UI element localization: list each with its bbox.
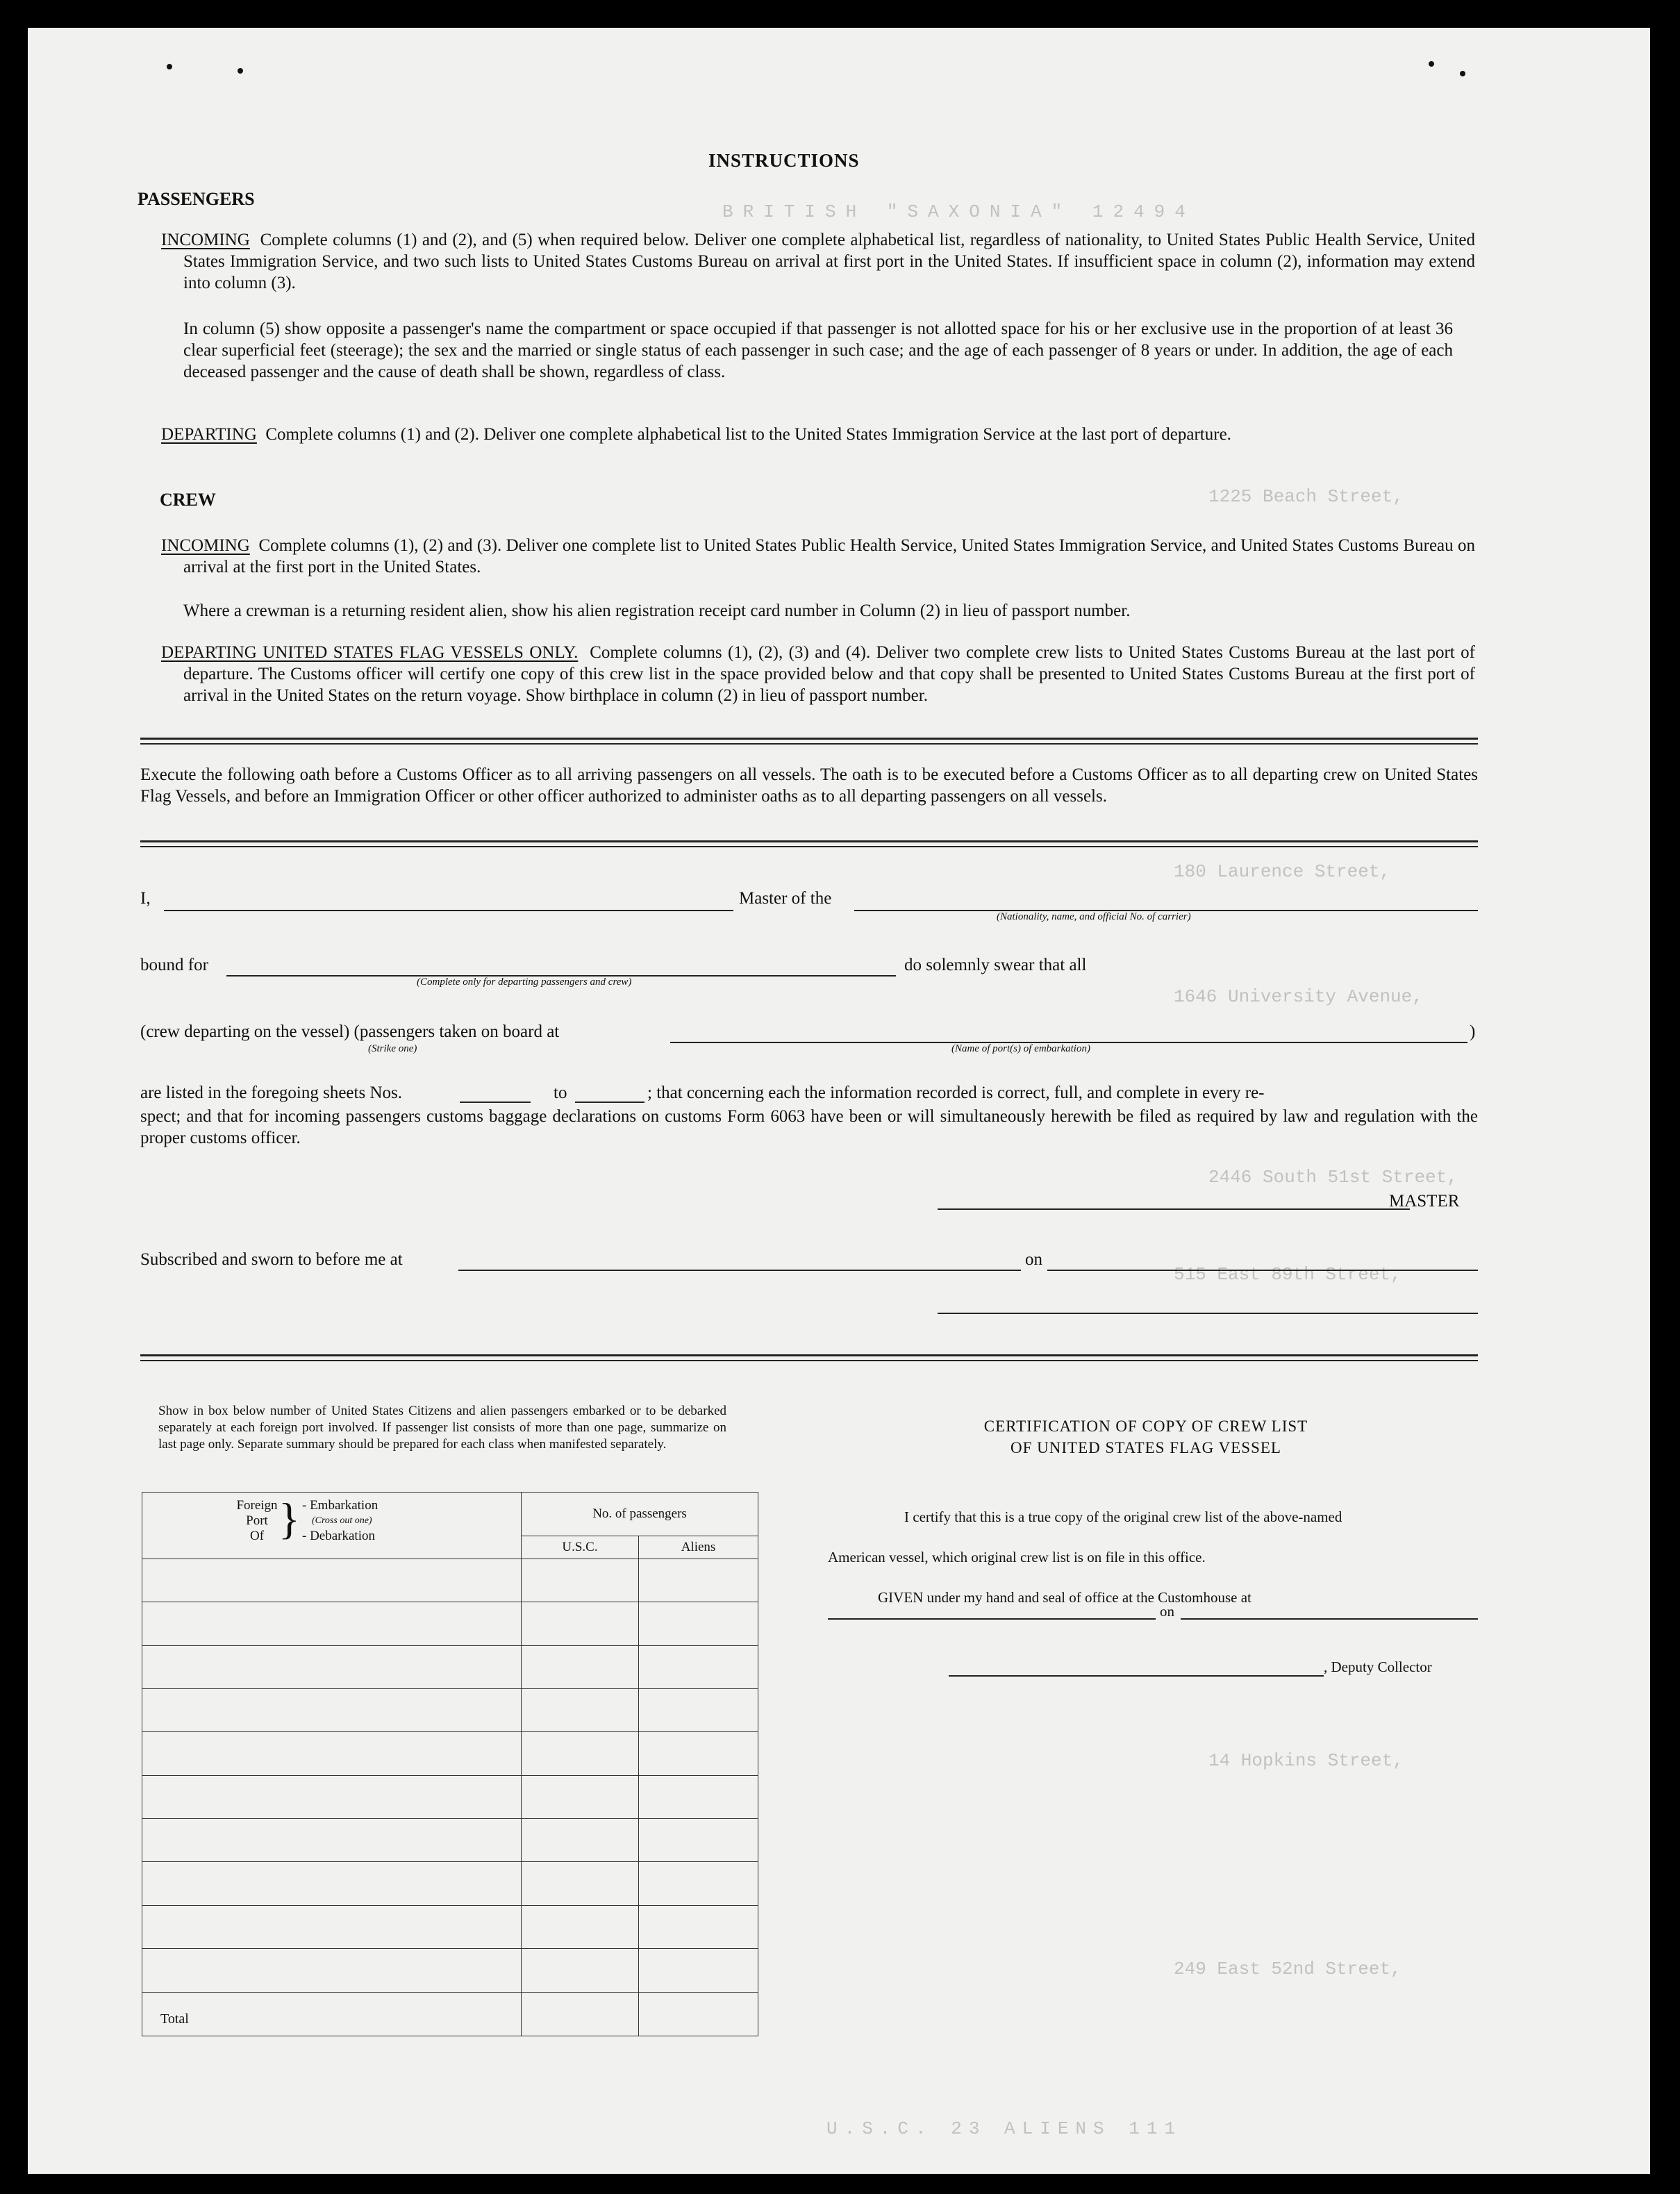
aliens-total-cell[interactable] bbox=[639, 1992, 758, 2036]
port-cell[interactable] bbox=[142, 1862, 522, 1905]
usc-cell[interactable] bbox=[522, 1775, 639, 1818]
double-rule bbox=[140, 846, 1478, 847]
embarkation-label: - Embarkation bbox=[302, 1498, 379, 1513]
aliens-cell[interactable] bbox=[639, 1602, 758, 1645]
incoming-lead: INCOMING bbox=[161, 231, 250, 249]
incoming-text: Complete columns (1) and (2), and (5) when required below. Deliver one complete alphabetical list, regardless of nationality, to United States Public Health Service, United States Immigration Service, and two such lists to United States Customs Bureau on arrival at first port in the United States. If insufficient space in column (2), information may extend into column (3). bbox=[183, 231, 1476, 292]
certify-line1: I certify that this is a true copy of the original crew list of the above-named bbox=[904, 1509, 1342, 1525]
listed-continuation: ; that concerning each the information recorded is correct, full, and complete in every re- bbox=[647, 1083, 1265, 1102]
sworn-date-field[interactable] bbox=[1047, 1270, 1478, 1271]
bleed-through-text: 249 East 52nd Street, bbox=[1174, 1959, 1402, 1979]
bleed-through-text: 2446 South 51st Street, bbox=[1208, 1167, 1458, 1188]
port-header-cell bbox=[142, 1493, 522, 1559]
departing-text: Complete columns (1) and (2). Deliver one complete alphabetical list to the United States Immigration Service at the last port of departure. bbox=[265, 425, 1231, 444]
section-heading-passengers: PASSENGERS bbox=[138, 189, 255, 209]
aliens-header: Aliens bbox=[639, 1536, 758, 1559]
usc-cell[interactable] bbox=[522, 1602, 639, 1645]
deputy-collector-label: , Deputy Collector bbox=[1324, 1659, 1432, 1675]
usc-total-cell[interactable] bbox=[522, 1992, 639, 2036]
master-label: MASTER bbox=[1389, 1192, 1460, 1211]
brace-icon: } bbox=[278, 1494, 300, 1543]
sheet-to-field[interactable] bbox=[575, 1102, 644, 1103]
page-title: INSTRUCTIONS bbox=[708, 150, 860, 171]
aliens-cell[interactable] bbox=[639, 1775, 758, 1818]
usc-header: U.S.C. bbox=[522, 1536, 639, 1559]
bleed-through-text: BRITISH "SAXONIA" 12494 bbox=[722, 201, 1195, 222]
bleed-through-text: 1646 University Avenue, bbox=[1174, 986, 1423, 1007]
usc-cell[interactable] bbox=[522, 1732, 639, 1775]
listed-paragraph: spect; and that for incoming passengers customs baggage declarations on customs Form 6063 have been or will simultaneously herewith be filed as required by law and regulation with the proper customs officer. bbox=[140, 1107, 1478, 1147]
aliens-cell[interactable] bbox=[639, 1689, 758, 1732]
bleed-through-text: U.S.C. 23 ALIENS 111 bbox=[826, 2118, 1183, 2139]
aliens-cell[interactable] bbox=[639, 1645, 758, 1688]
double-rule bbox=[140, 1354, 1478, 1356]
aliens-cell[interactable] bbox=[639, 1559, 758, 1602]
crew-departing-label: (crew departing on the vessel) (passengers taken on board at bbox=[140, 1022, 560, 1041]
double-rule bbox=[140, 1360, 1478, 1361]
usc-cell[interactable] bbox=[522, 1645, 639, 1688]
speck bbox=[1429, 61, 1434, 67]
port-cell[interactable] bbox=[142, 1602, 522, 1645]
master-signature-field[interactable] bbox=[938, 1208, 1410, 1210]
aliens-cell[interactable] bbox=[639, 1732, 758, 1775]
usc-cell[interactable] bbox=[522, 1819, 639, 1862]
crew-departing-paragraph bbox=[161, 642, 1475, 706]
summary-instructions: Show in box below number of United States Citizens and alien passengers embarked or to be debarked separately at each foreign port involved. If passenger list consists of more than one page, summarize on last page only. Separate summary should be prepared for each class when manifested separately. bbox=[158, 1404, 726, 1452]
resident-alien-paragraph: Where a crewman is a returning resident alien, show his alien registration receipt card number in Column (2) in lieu of passport number. bbox=[183, 601, 1131, 620]
usc-cell[interactable] bbox=[522, 1862, 639, 1905]
document-page bbox=[28, 28, 1650, 2174]
swear-label: do solemnly swear that all bbox=[904, 956, 1087, 974]
bound-for-label: bound for bbox=[140, 956, 208, 974]
bleed-through-text: 1225 Beach Street, bbox=[1208, 486, 1404, 507]
port-label: Port bbox=[246, 1513, 268, 1528]
listed-to-label: to bbox=[554, 1083, 567, 1102]
certification-heading bbox=[931, 1415, 1361, 1458]
subscribed-label: Subscribed and sworn to before me at bbox=[140, 1250, 403, 1269]
oath-i-label: I, bbox=[140, 889, 151, 908]
no-passengers-header: No. of passengers bbox=[522, 1493, 758, 1536]
total-label: Total bbox=[142, 1992, 522, 2036]
crew-incoming-text: Complete columns (1), (2) and (3). Deliver one complete list to United States Public Health Service, United States Immigration Service, and United States Customs Bureau on arrival at the first port in the United States. bbox=[183, 536, 1475, 576]
speck bbox=[167, 64, 172, 69]
given-date-field[interactable] bbox=[1181, 1618, 1478, 1620]
sworn-place-field[interactable] bbox=[458, 1270, 1021, 1271]
port-cell[interactable] bbox=[142, 1559, 522, 1602]
passengers-departing-paragraph bbox=[161, 424, 1475, 445]
port-cell[interactable] bbox=[142, 1905, 522, 1948]
cross-out-note: (Cross out one) bbox=[312, 1515, 372, 1526]
debarkation-label: - Debarkation bbox=[302, 1529, 375, 1543]
column5-paragraph: In column (5) show opposite a passenger's name the compartment or space occupied if that passenger is not allotted space for his or her exclusive use in the proportion of at least 36 clear superficial feet (steerage); the sex and the married or single status of each passenger in such case; and the age of each passenger of 8 years or under. In addition, the age of each deceased passenger and the cause of death shall be shown, regardless of class. bbox=[183, 319, 1453, 381]
master-of-label: Master of the bbox=[739, 889, 832, 908]
crew-departing-text: Complete columns (1), (2), (3) and (4). Deliver two complete crew lists to United States Customs Bureau at the last port of departure. The Customs officer will certify one copy of this crew list in the space provided below and that copy shall be presented to United States Customs Bureau at the first port of arrival in the United States on the return voyage. Show birthplace in column (2) in lieu of passport number. bbox=[183, 643, 1475, 705]
port-cell[interactable] bbox=[142, 1949, 522, 1992]
section-heading-crew: CREW bbox=[160, 490, 216, 510]
port-cell[interactable] bbox=[142, 1819, 522, 1862]
certification-heading-line1: CERTIFICATION OF COPY OF CREW LIST bbox=[983, 1418, 1308, 1435]
certify-line2: American vessel, which original crew list is on file in this office. bbox=[828, 1549, 1206, 1565]
double-rule bbox=[140, 840, 1478, 842]
sheet-from-field[interactable] bbox=[460, 1102, 531, 1103]
passengers-incoming-paragraph bbox=[161, 229, 1475, 294]
aliens-cell[interactable] bbox=[639, 1862, 758, 1905]
speck bbox=[238, 68, 243, 74]
close-paren: ) bbox=[1470, 1022, 1476, 1041]
bleed-through-text: 14 Hopkins Street, bbox=[1208, 1750, 1404, 1771]
crew-departing-lead: DEPARTING UNITED STATES FLAG VESSELS ONLY. bbox=[161, 643, 579, 662]
deputy-signature-field[interactable] bbox=[949, 1675, 1324, 1677]
certification-heading-line2: OF UNITED STATES FLAG VESSEL bbox=[1011, 1439, 1281, 1456]
aliens-cell[interactable] bbox=[639, 1905, 758, 1948]
aliens-cell[interactable] bbox=[639, 1819, 758, 1862]
double-rule bbox=[140, 738, 1478, 740]
given-on-label: on bbox=[1160, 1603, 1174, 1620]
port-cell[interactable] bbox=[142, 1732, 522, 1775]
double-rule bbox=[140, 743, 1478, 745]
customhouse-field[interactable] bbox=[828, 1618, 1156, 1620]
port-cell[interactable] bbox=[142, 1645, 522, 1688]
departing-lead: DEPARTING bbox=[161, 425, 257, 444]
master-name-field[interactable] bbox=[164, 910, 733, 911]
nationality-note: (Nationality, name, and official No. of carrier) bbox=[997, 911, 1191, 922]
ports-note: (Name of port(s) of embarkation) bbox=[951, 1043, 1090, 1054]
sworn-on-label: on bbox=[1025, 1250, 1042, 1269]
complete-note: (Complete only for departing passengers and crew) bbox=[417, 977, 632, 988]
bleed-through-text: 180 Laurence Street, bbox=[1174, 861, 1391, 882]
usc-cell[interactable] bbox=[522, 1905, 639, 1948]
port-cell[interactable] bbox=[142, 1689, 522, 1732]
passenger-summary-table bbox=[142, 1492, 758, 2036]
strike-note: (Strike one) bbox=[368, 1043, 417, 1054]
listed-label: are listed in the foregoing sheets Nos. bbox=[140, 1083, 402, 1102]
usc-cell[interactable] bbox=[522, 1559, 639, 1602]
crew-incoming-lead: INCOMING bbox=[161, 536, 250, 555]
of-label: Of bbox=[249, 1529, 265, 1543]
crew-incoming-paragraph bbox=[161, 535, 1475, 578]
foreign-label: Foreign bbox=[236, 1498, 278, 1513]
oath-intro: Execute the following oath before a Customs Officer as to all arriving passengers on all vessels. The oath is to be executed before a Customs Officer as to all departing crew on United States Flag Vessels, and before an Immigration Officer or other officer authorized to administer oaths as to all departing passengers on all vessels. bbox=[140, 765, 1478, 806]
aliens-cell[interactable] bbox=[639, 1949, 758, 1992]
port-cell[interactable] bbox=[142, 1775, 522, 1818]
officer-signature-field[interactable] bbox=[938, 1313, 1478, 1314]
bleed-through-text: 515 East 89th Street, bbox=[1174, 1264, 1402, 1285]
speck bbox=[1460, 71, 1465, 76]
given-label: GIVEN under my hand and seal of office at the Customhouse at bbox=[878, 1589, 1251, 1606]
usc-cell[interactable] bbox=[522, 1949, 639, 1992]
usc-cell[interactable] bbox=[522, 1689, 639, 1732]
